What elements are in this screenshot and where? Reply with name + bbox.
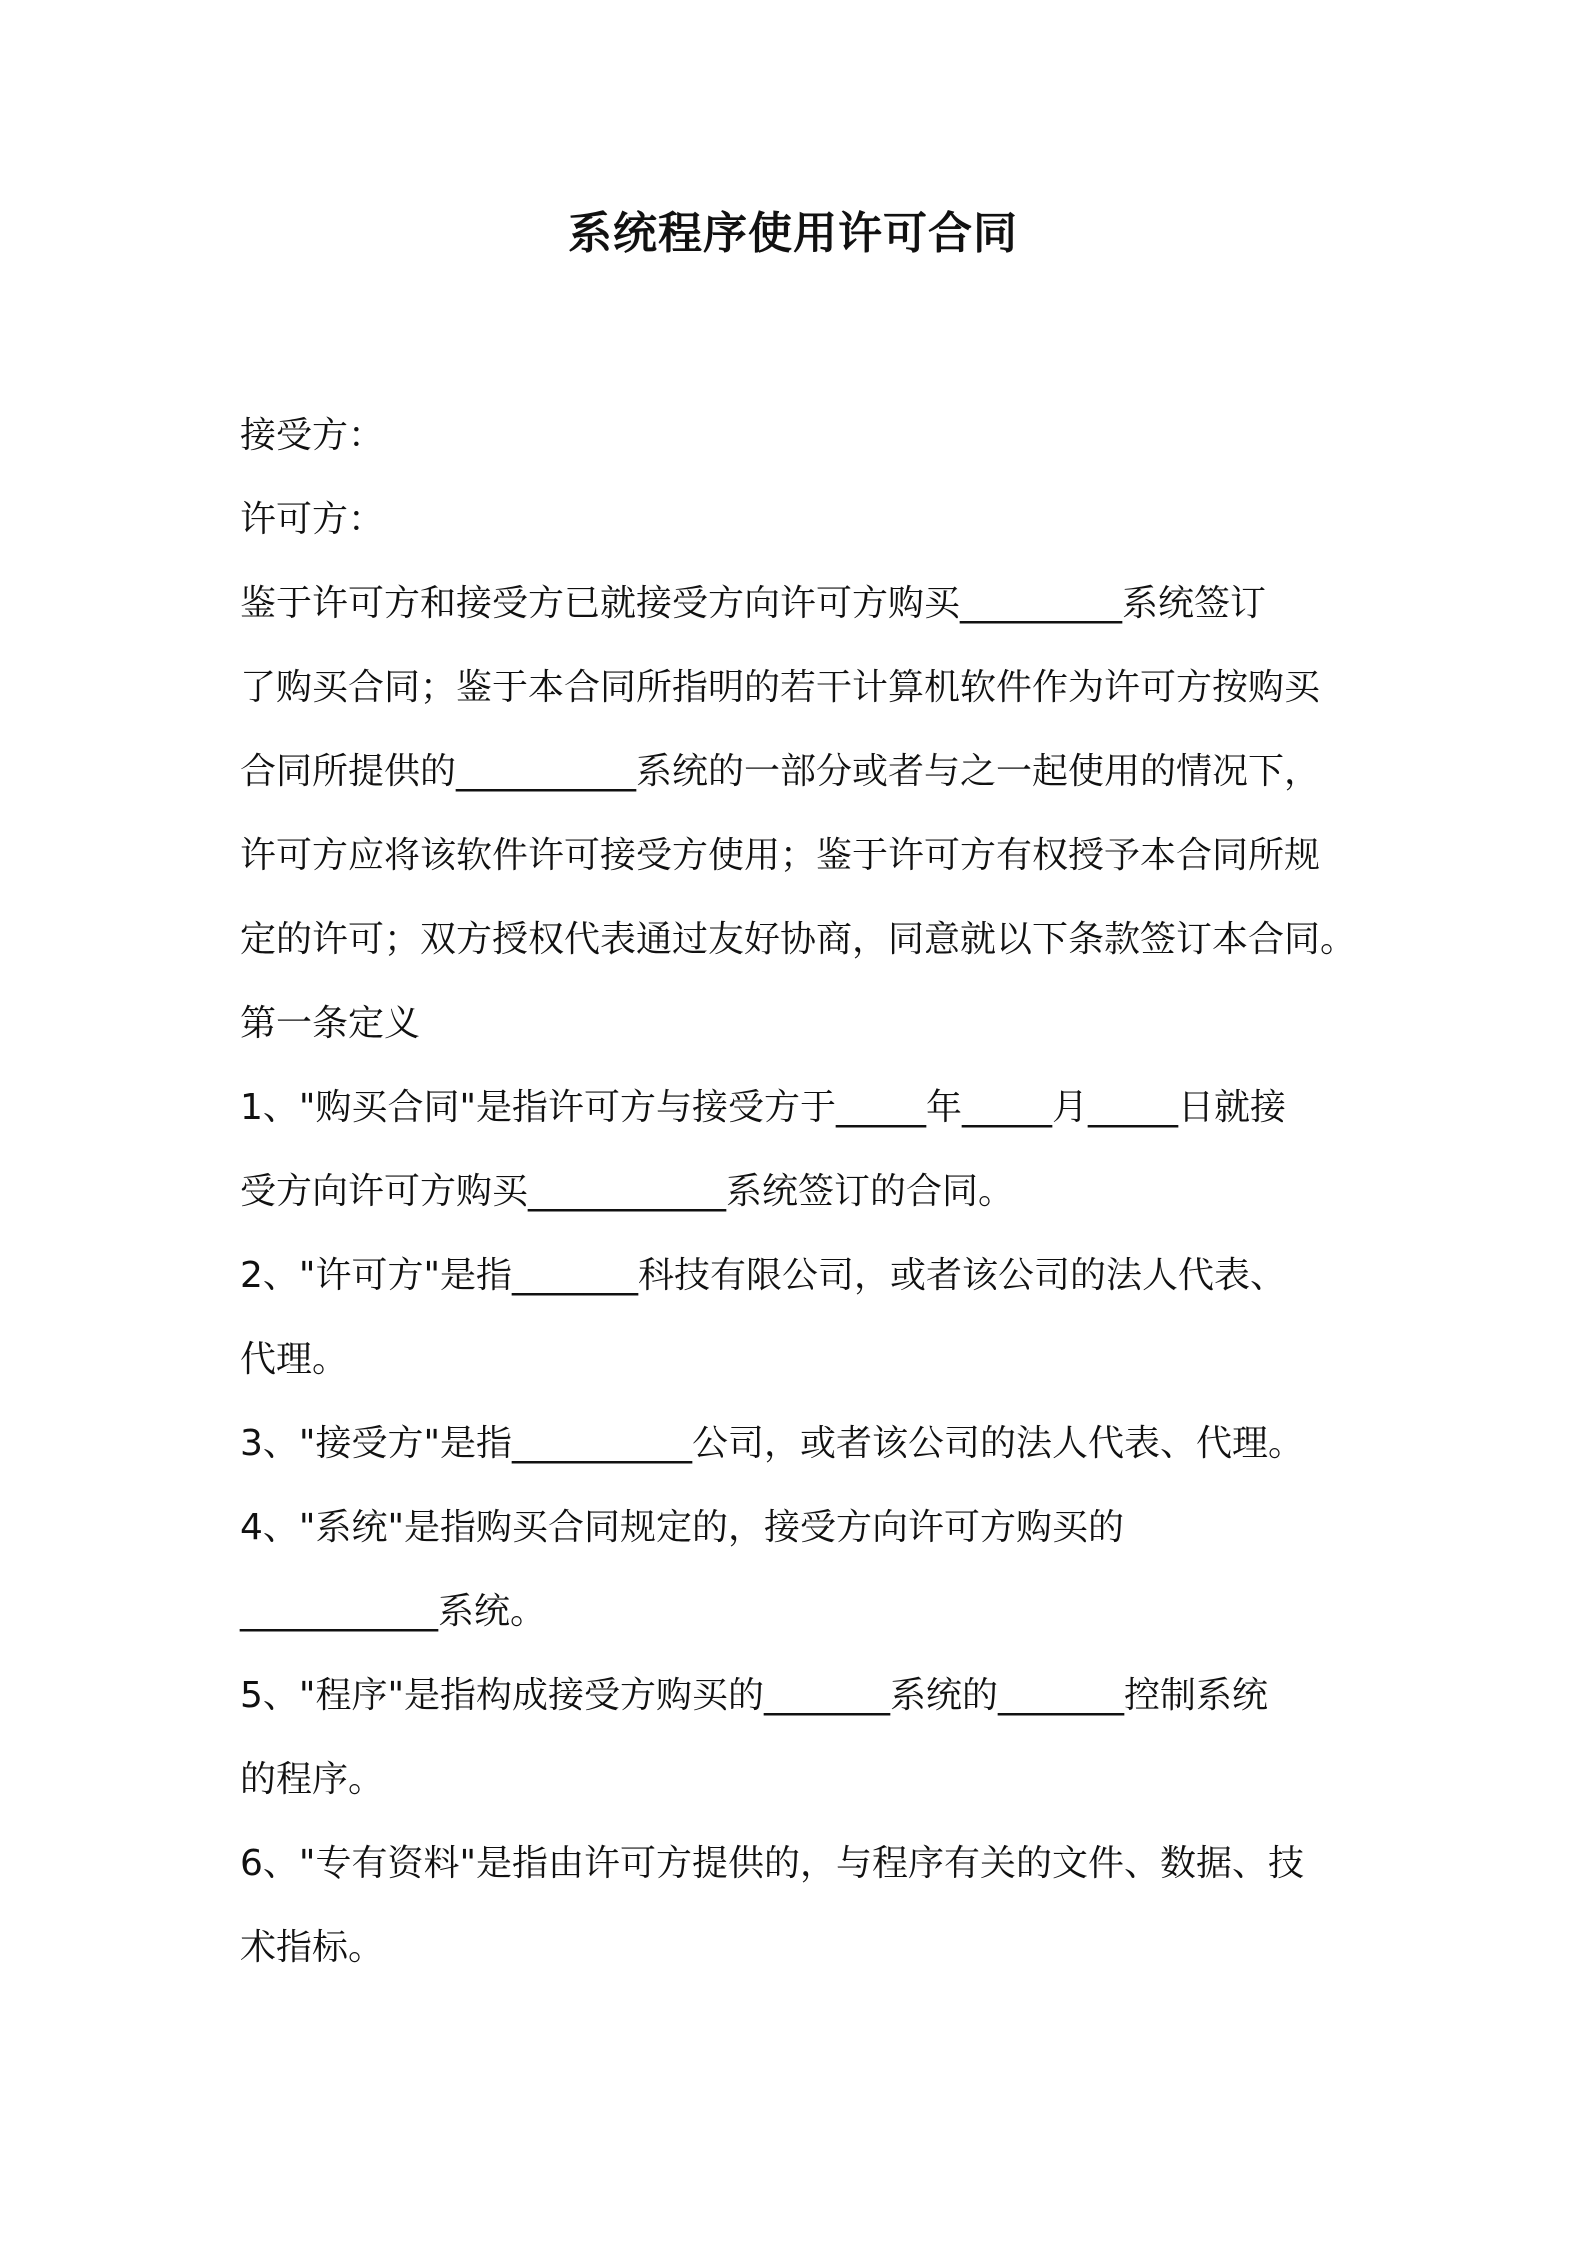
definition-6-line-2: 术指标。 <box>240 1927 385 1968</box>
party-receiver-line: 接受方： <box>240 415 385 456</box>
definition-4-line-1: 4、"系统"是指购买合同规定的，接受方向许可方购买的 <box>240 1507 1125 1548</box>
preamble-line-4: 许可方应将该软件许可接受方使用；鉴于许可方有权授予本合同所规 <box>240 835 1321 876</box>
definition-5-line-2: 的程序。 <box>240 1759 385 1800</box>
definition-4-line-2: ___________系统。 <box>240 1591 547 1632</box>
preamble-line-3: 合同所提供的__________系统的一部分或者与之一起使用的情况下， <box>240 751 1321 792</box>
definition-3-line: 3、"接受方"是指__________公司，或者该公司的法人代表、代理。 <box>240 1423 1305 1464</box>
definition-6-line-1: 6、"专有资料"是指由许可方提供的，与程序有关的文件、数据、技 <box>240 1843 1305 1884</box>
preamble-line-2: 了购买合同；鉴于本合同所指明的若干计算机软件作为许可方按购买 <box>240 667 1321 708</box>
definition-1-line-1: 1、"购买合同"是指许可方与接受方于_____年_____月_____日就接 <box>240 1087 1287 1128</box>
definition-1-line-2: 受方向许可方购买___________系统签订的合同。 <box>240 1171 1015 1212</box>
definition-2-line-2: 代理。 <box>240 1339 349 1380</box>
definition-5-line-1: 5、"程序"是指构成接受方购买的_______系统的_______控制系统 <box>240 1675 1269 1716</box>
document-title: 系统程序使用许可合同 <box>568 208 1018 259</box>
preamble-line-1: 鉴于许可方和接受方已就接受方向许可方购买_________系统签订 <box>240 583 1267 624</box>
preamble-line-5: 定的许可；双方授权代表通过友好协商，同意就以下条款签订本合同。 <box>240 919 1357 960</box>
article-1-heading: 第一条定义 <box>240 1003 421 1044</box>
party-licensor-line: 许可方： <box>240 499 385 540</box>
definition-2-line-1: 2、"许可方"是指_______科技有限公司，或者该公司的法人代表、 <box>240 1255 1287 1296</box>
